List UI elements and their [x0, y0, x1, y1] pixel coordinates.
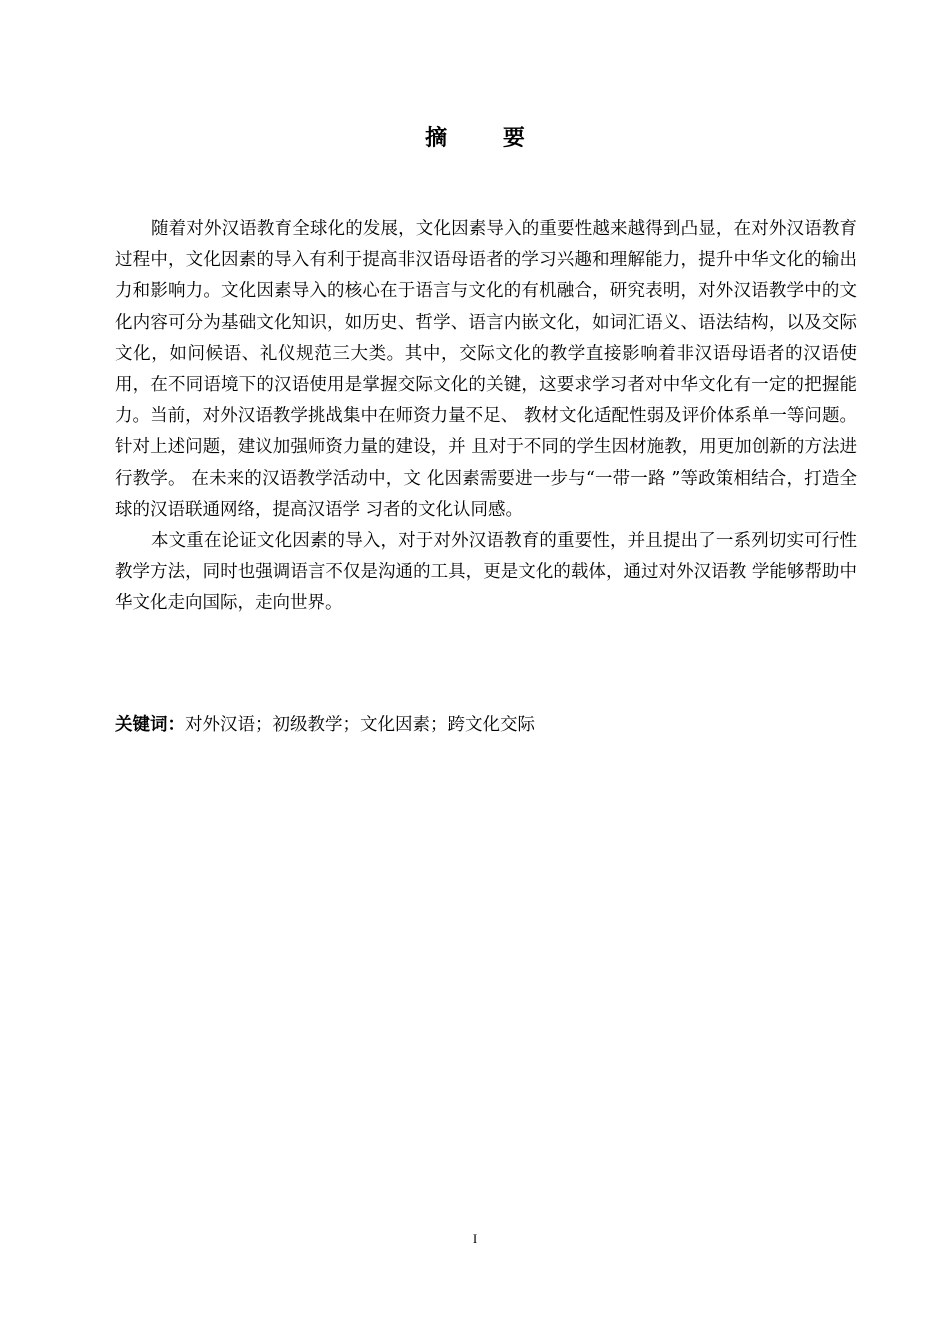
- abstract-paragraph-2: 本文重在论证文化因素的导入，对于对外汉语教育的重要性，并且提出了一系列切实可行性教学方法，同时也强调语言不仅是沟通的工具，更是文化的载体，通过对外汉语教 学能够帮助中华文化走向国际，走向世界。: [115, 531, 857, 614]
- keywords-label: 关键词：: [115, 715, 185, 735]
- page-title: 摘 要: [425, 126, 549, 151]
- abstract-body: [115, 214, 857, 620]
- abstract-paragraph-1: 随着对外汉语教育全球化的发展，文化因素导入的重要性越来越得到凸显，在对外汉语教育过程中，文化因素的导入有利于提高非汉语母语者的学习兴趣和理解能力，提升中华文化的输出力和影响力。文化因素导入的核心在于语言与文化的有机融合，研究表明，对外汉语教学中的文化内容可分为基础文化知识，如历史、哲学、语言内嵌文化，如词汇语义、语法结构，以及交际文化，如问候语、礼仪规范三大类。其中，交际文化的教学直接影响着非汉语母语者的汉语使用，在不同语境下的汉语使用是掌握交际文化的关键，这要求学习者对中华文化有一定的把握能力。当前，对外汉语教学挑战集中在师资力量不足、 教材文化适配性弱及评价体系单一等问题。针对上述问题，建议加强师资力量的建设，并 且对于不同的学生因材施教，用更加创新的方法进行教学。 在未来的汉语教学活动中，文 化因素需要进一步与“一带一路 ”等政策相结合，打造全球的汉语联通网络，提高汉语学 习者的文化认同感。: [115, 219, 857, 520]
- page-number: I: [472, 1231, 478, 1246]
- keywords-line: [115, 710, 857, 741]
- keywords-list: 对外汉语；初级教学；文化因素；跨文化交际: [185, 715, 535, 735]
